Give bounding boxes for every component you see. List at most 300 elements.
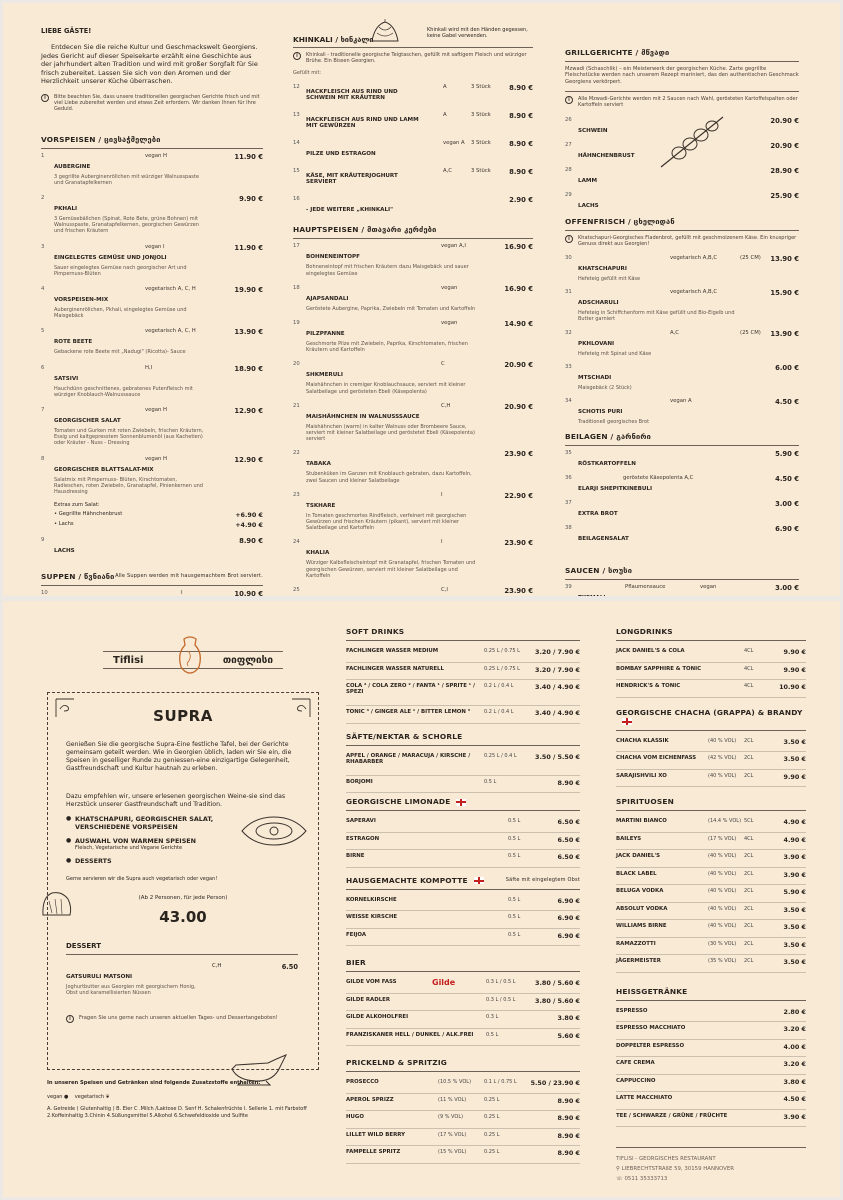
- item-price: 8.90 €: [509, 168, 533, 177]
- item-price: 23.90 €: [504, 587, 533, 596]
- drink-volume: 0.3 L: [486, 1014, 499, 1020]
- drink-volume: 5CL: [744, 818, 754, 824]
- item-number: 23: [293, 491, 300, 498]
- item-number: 37: [565, 500, 572, 507]
- item-number: 10: [41, 590, 48, 596]
- item-number: 24: [293, 539, 300, 546]
- menu-item: [293, 403, 533, 443]
- menu-item: [41, 365, 263, 398]
- item-number: 2: [41, 194, 45, 201]
- item-name: PKHLOVANI: [578, 340, 615, 347]
- drink-price: 4.90 €: [783, 818, 806, 826]
- drink-volume: 4CL: [744, 683, 754, 689]
- restaurant-name: TIFLISI - GEORGISCHES RESTAURANT: [616, 1156, 716, 1162]
- dessert-item: [66, 963, 298, 996]
- spirituosen-list: [616, 815, 806, 973]
- saefte-list: [346, 750, 580, 794]
- drink-volume: 0.2 L / 0.4 L: [484, 683, 514, 689]
- menu-item: [41, 456, 263, 496]
- drink-volume: 0.5 L: [486, 1031, 499, 1038]
- item-price: 11.90 €: [234, 243, 263, 252]
- item-price: 6.00 €: [775, 363, 799, 372]
- drink-price: 5.60 €: [557, 1031, 580, 1040]
- item-price: 23.90 €: [504, 450, 533, 459]
- drink-name: FAMPELLE SPRITZ: [346, 1149, 401, 1155]
- section-title-offenfrisch: OFFENFRISCH / ცხელიდან: [565, 217, 799, 231]
- section-title-suppen: [41, 572, 263, 586]
- chacha-title: GEORGISCHE CHACHA (GRAPPA) & BRANDY: [616, 707, 803, 717]
- item-description: Stubenküken im Ganzen mit Knoblauch gebraten, dazu Kartoffeln, zwei Saucen und kleiner Salatbeilage: [306, 471, 472, 484]
- allergen-info: [47, 1080, 307, 1120]
- item-tags: geröstete Käsepolenta A,C: [623, 475, 694, 482]
- limonade-list: [346, 815, 580, 868]
- item-number: 33: [565, 363, 572, 370]
- item-name: BOHNENEINTOPF: [306, 254, 360, 261]
- item-size: (25 CM): [740, 255, 761, 262]
- drink-name: SARAJISHVILI XO: [616, 772, 667, 779]
- item-number: 20: [293, 361, 300, 368]
- item-name: ADSCHARULI: [578, 300, 619, 307]
- supra-title: SUPRA: [153, 707, 213, 725]
- drink-volume: 2CL: [744, 923, 754, 929]
- item-tags: vegan H: [145, 152, 168, 159]
- restaurant-footer: [616, 1147, 806, 1184]
- extra-price: +4.90 €: [235, 521, 263, 530]
- menu-item: [293, 285, 533, 312]
- drink-name: SAPERAVI: [346, 818, 376, 824]
- item-name: LAMM: [578, 177, 598, 184]
- extra-item: [54, 521, 263, 531]
- drink-name: BOMBAY SAPPHIRE & TONIC: [616, 665, 702, 672]
- drink-row: [346, 976, 580, 994]
- course-title: DESSERTS: [75, 857, 112, 865]
- item-number: 18: [293, 284, 300, 291]
- drink-volume: 4CL: [744, 835, 754, 842]
- item-price: 13.90 €: [770, 255, 799, 264]
- section-title-khinkali: KHINKALI / ხინკალი: [293, 35, 374, 44]
- item-description: Maisgebäck (2 Stück): [578, 384, 632, 391]
- drink-row: [616, 663, 806, 681]
- drink-row: [346, 911, 580, 929]
- diet-legend: [47, 1094, 307, 1100]
- drink-price: 6.90 €: [557, 896, 580, 905]
- drink-price: 3.90 €: [783, 853, 806, 861]
- gilde-logo: Gilde: [432, 978, 456, 987]
- drink-price: 4.90 €: [783, 835, 806, 844]
- menu-item: [41, 407, 263, 447]
- menu-item: [565, 364, 799, 391]
- item-price: 28.90 €: [770, 166, 799, 175]
- drink-price: 3.50 / 5.50 €: [535, 752, 580, 761]
- item-description: Maishähnchen in cremiger Knoblauchsauce, serviert mit kleiner Salatbeilage und gerösteten Ebeli (Käsepolenta): [306, 382, 466, 395]
- section-title-spirituosen: SPIRITUOSEN: [616, 797, 806, 811]
- section-title-grill: GRILLGERICHTE / მწვადი: [565, 48, 799, 62]
- item-number: 4: [41, 286, 45, 292]
- section-title-saucen: SAUCEN / სოუსი: [565, 566, 799, 580]
- greeting: LIEBE GÄSTE!: [41, 27, 92, 35]
- drink-row: [616, 885, 806, 903]
- vegan-label: vegan: [47, 1094, 63, 1100]
- item-number: 9: [41, 537, 45, 544]
- drink-name: JACK DANIEL'S & COLA: [616, 648, 685, 654]
- drink-abv: (40 % VOL): [708, 923, 737, 929]
- drink-abv: (40 % VOL): [708, 888, 737, 894]
- location-pin-icon: ⚲: [616, 1166, 620, 1172]
- drink-name: HUGO: [346, 1114, 364, 1120]
- item-name: PILZE UND ESTRAGON: [306, 151, 376, 158]
- drink-abv: (42 % VOL): [708, 755, 737, 761]
- drink-name: BELUGA VODKA: [616, 888, 664, 894]
- item-number: 26: [565, 116, 572, 123]
- drink-row: [346, 994, 580, 1012]
- item-name: SCHWEIN: [578, 127, 608, 134]
- section-title-saefte: SÄFTE/NEKTAR & SCHORLE: [346, 732, 580, 746]
- vegan-icon: ●: [64, 1094, 69, 1100]
- menu-item: [293, 196, 533, 215]
- item-description: Hefeteig mit Spinat und Käse: [578, 350, 652, 357]
- item-tags: vegetarisch A,B,C: [670, 255, 718, 262]
- item-name: PKHALI: [54, 205, 78, 212]
- item-quantity: 3 Stück: [471, 168, 491, 175]
- item-tags: vegan H: [145, 407, 168, 414]
- logo-text-latin: Tiflisi: [113, 655, 144, 666]
- item-number: 28: [565, 166, 572, 173]
- item-name: MTSCHADI: [578, 374, 612, 381]
- section-title-beilagen: BEILAGEN / გარნირი: [565, 432, 799, 446]
- drink-row: [616, 770, 806, 788]
- menu-item: [565, 142, 799, 161]
- menu-item: [41, 537, 263, 556]
- drink-price: 3.20 / 7.90 €: [535, 665, 580, 674]
- drink-row: [616, 833, 806, 851]
- item-price: 16.90 €: [504, 284, 533, 293]
- item-price: 2.90 €: [509, 196, 533, 205]
- drink-price: 3.80 €: [557, 1014, 580, 1022]
- item-name: LACHS: [54, 548, 75, 555]
- chacha-list: [616, 735, 806, 788]
- drink-name: JACK DANIEL'S: [616, 853, 661, 859]
- item-number: 34: [565, 398, 572, 405]
- khinkali-side-note: Khinkali wird mit den Händen gegessen, keine Gabel verwenden.: [427, 27, 528, 40]
- drink-price: 4.00 €: [783, 1042, 806, 1051]
- drink-name: TEE / SCHWARZE / GRÜNE / FRÜCHTE: [616, 1112, 728, 1119]
- extra-price: +6.90 €: [235, 511, 263, 520]
- drink-row: [346, 750, 580, 776]
- item-name: BEILAGENSALAT: [578, 536, 629, 543]
- drink-volume: 0.25 L: [484, 1149, 500, 1155]
- column-right: [565, 48, 799, 596]
- item-number: 39: [565, 584, 572, 591]
- info-icon: i: [565, 96, 573, 104]
- item-number: 1: [41, 152, 45, 159]
- item-name: LACHS: [578, 202, 599, 209]
- menu-item: [293, 243, 533, 276]
- drink-name: CHACHA KLASSIK: [616, 737, 669, 744]
- drink-name: BORJOMI: [346, 778, 373, 785]
- item-number: 35: [565, 450, 572, 457]
- menu-item: [293, 112, 533, 131]
- menu-item: [41, 590, 263, 596]
- item-number: 38: [565, 525, 572, 532]
- menu-item: [565, 500, 799, 519]
- supra-price: 43.00: [159, 908, 207, 926]
- item-number: 30: [565, 255, 572, 262]
- supra-box: [47, 692, 319, 1070]
- lachs-row: [41, 537, 263, 556]
- drink-row: [616, 1092, 806, 1110]
- item-name: PILZPFANNE: [306, 331, 345, 338]
- drink-row: [346, 894, 580, 912]
- item-name: RÖSTKARTOFFELN: [578, 461, 636, 468]
- drink-row: [616, 815, 806, 833]
- menu-item: [565, 167, 799, 186]
- item-description: Würziger Kalbsfleischeintopf mit Granatapfel, frischen Tomaten und georgischen Gewürzen, serviert mit kleiner Salatbeilage und Kartoffeln: [306, 560, 476, 579]
- item-price: 8.90 €: [509, 112, 533, 121]
- extras-label: Extras zum Salat:: [54, 502, 100, 509]
- drink-name: KORNELKIRSCHE: [346, 896, 397, 903]
- drink-abv: (17 % VOL): [438, 1131, 467, 1138]
- drink-name: FRANZISKANER HELL / DUNKEL / ALK.FREI: [346, 1031, 474, 1038]
- filled-with: Gefüllt mit:: [293, 70, 322, 77]
- item-name: ROTE BEETE: [54, 339, 93, 346]
- item-name: TSKHARE: [306, 502, 336, 509]
- kompotte-list: [346, 894, 580, 947]
- drink-price: 3.50 €: [783, 905, 806, 914]
- item-price: 19.90 €: [234, 286, 263, 294]
- item-number: 31: [565, 289, 572, 296]
- drink-row: [346, 1094, 580, 1112]
- drink-price: 3.80 / 5.60 €: [535, 996, 580, 1005]
- item-name: HACKFLEISCH AUS RIND UND LAMM MIT GEWÜRZEN: [306, 117, 419, 130]
- section-title-prickelnd: PRICKELND & SPRITZIG: [346, 1058, 580, 1072]
- item-price: 15.90 €: [770, 289, 799, 298]
- item-tags: vegan A: [443, 140, 465, 147]
- drink-name: FACHLINGER WASSER MEDIUM: [346, 648, 439, 654]
- drink-row: [616, 850, 806, 868]
- drink-volume: 0.5 L: [508, 818, 521, 824]
- supra-course: [66, 837, 246, 851]
- item-number: 22: [293, 450, 300, 457]
- drink-row: [616, 920, 806, 938]
- jug-logo-icon: [173, 633, 207, 677]
- drink-volume: 2CL: [744, 958, 754, 964]
- drink-volume: 2CL: [744, 905, 754, 912]
- item-tags: vegan: [700, 584, 717, 591]
- drink-row: [616, 680, 806, 698]
- drinks-column-1: [346, 627, 580, 1164]
- item-price: 4.50 €: [775, 398, 799, 407]
- item-number: 7: [41, 407, 45, 414]
- drink-volume: 0.5 L: [508, 896, 521, 903]
- menu-item: [565, 255, 799, 282]
- suppen-subtitle: Alle Suppen werden mit hausgemachtem Brot serviert.: [115, 573, 263, 580]
- drink-volume: 0.1 L / 0.75 L: [484, 1079, 517, 1085]
- drink-volume: 2CL: [744, 870, 754, 877]
- allergen-title: In unseren Speisen und Getränken sind folgende Zusatzstoffe enthalten:: [47, 1080, 261, 1086]
- georgian-flag-icon: [456, 799, 466, 806]
- drink-price: 6.90 €: [557, 931, 580, 940]
- drink-row: [346, 1076, 580, 1094]
- drink-row: [346, 929, 580, 947]
- info-icon: i: [66, 1015, 74, 1023]
- item-tags: I: [181, 590, 183, 596]
- item-price: 8.90 €: [239, 537, 263, 546]
- drink-name: BLACK LABEL: [616, 870, 657, 877]
- extra-name: • Lachs: [54, 521, 74, 528]
- item-tags: A: [443, 112, 447, 119]
- item-tags: vegan A: [670, 398, 692, 405]
- drink-name: HENDRICK'S & TONIC: [616, 683, 681, 689]
- item-description: Auberginenröllchen, Pkhali, eingelegtes Gemüse und Maisgebäck: [54, 307, 187, 320]
- drink-name: GILDE RADLER: [346, 996, 390, 1003]
- item-subtitle: Pflaumensauce: [625, 584, 666, 591]
- item-price: 12.90 €: [234, 407, 263, 416]
- section-title-kompotte: [346, 876, 580, 890]
- drink-name: MARTINI BIANCO: [616, 818, 667, 824]
- drink-name: LATTE MACCHIATO: [616, 1095, 673, 1101]
- item-price: 20.90 €: [504, 361, 533, 370]
- drink-volume: 4CL: [744, 665, 754, 672]
- item-number: 21: [293, 402, 300, 409]
- item-description: 3 gegrillte Auberginenröllchen mit würziger Walnusspaste und Granatapfelkernen: [54, 173, 199, 186]
- drink-volume: 2CL: [744, 888, 754, 894]
- drink-name: WEISSE KIRSCHE: [346, 914, 398, 920]
- section-title-limonade: [346, 797, 580, 811]
- drink-name: CHACHA VOM EICHENFASS: [616, 755, 697, 761]
- extra-item: [54, 511, 263, 521]
- drink-row: [346, 1029, 580, 1047]
- column-middle: [293, 21, 533, 596]
- vorspeisen-list: [41, 153, 263, 496]
- bullet-icon: ●: [66, 857, 72, 864]
- drink-name: TONIC ³ / GINGER ALE ¹ / BITTER LEMON ³: [346, 709, 471, 715]
- drink-price: 3.50 €: [783, 958, 806, 966]
- item-price: 14.90 €: [504, 320, 533, 329]
- supra-veg-note: Gerne servieren wir die Supra auch vegetarisch oder vegan!: [66, 876, 218, 882]
- menu-item: [565, 525, 799, 544]
- item-name: VORSPEISEN-MIX: [54, 297, 109, 303]
- menu-item: [293, 84, 533, 103]
- prickelnd-list: [346, 1076, 580, 1164]
- extra-name: • Gegrillte Hähnchenbrust: [54, 511, 123, 518]
- item-price: 20.90 €: [504, 402, 533, 411]
- bier-list: [346, 976, 580, 1046]
- drink-price: 6.50 €: [557, 853, 580, 861]
- drinks-column-2: [616, 627, 806, 1184]
- heissgetraenke-list: [616, 1005, 806, 1128]
- item-price: 4.50 €: [775, 475, 799, 484]
- item-name: GEORGISCHER SALAT: [54, 418, 121, 425]
- item-description: Geschmorte Pilze mit Zwiebeln, Paprika, Kirschtomaten, frischen Kräutern und Kartoffeln: [306, 341, 468, 354]
- dessert-name: GATSURULI MATSONI: [66, 974, 133, 980]
- item-quantity: 3 Stück: [471, 84, 491, 91]
- item-number: 36: [565, 475, 572, 482]
- item-description: Salatmix mit Pimpernuss- Blüten, Kirschtomaten, Radieschen, roten Zwiebeln, Granatapfel, Pinienkernen und Hausdressing: [54, 476, 203, 496]
- item-tags: I: [441, 539, 443, 546]
- item-quantity: 3 Stück: [471, 140, 491, 147]
- drink-volume: 0.5 L: [508, 914, 521, 920]
- item-number: 12: [293, 84, 300, 91]
- drink-price: 8.90 €: [557, 1131, 580, 1140]
- section-title-longdrinks: LONGDRINKS: [616, 627, 806, 641]
- item-name: ELARJI SHEPITKINEBULI: [578, 486, 653, 493]
- item-description: Gebackene rote Beete mit „Nadugi" (Ricotta)- Sauce: [54, 349, 186, 356]
- menu-item: [565, 475, 799, 494]
- menu-item: [565, 398, 799, 425]
- vegetarian-label: vegetarisch: [74, 1094, 105, 1100]
- drink-row: [346, 776, 580, 794]
- offers-note: [66, 1015, 308, 1023]
- drink-volume: 0.25 L: [484, 1096, 500, 1103]
- item-price: 8.90 €: [509, 140, 533, 149]
- item-tags: vegetarisch A,B,C: [670, 289, 718, 296]
- kompotte-title: HAUSGEMACHTE KOMPOTTE: [346, 875, 468, 885]
- item-number: 27: [565, 141, 572, 148]
- drink-name: BIRNE: [346, 853, 365, 859]
- drink-row: [616, 1005, 806, 1023]
- item-number: 25: [293, 587, 300, 594]
- drink-row: [616, 1057, 806, 1075]
- drink-volume: 0.3 L / 0.5 L: [486, 996, 516, 1003]
- supra-course: [66, 857, 246, 865]
- info-icon: i: [293, 52, 301, 60]
- drink-abv: (11 % VOL): [438, 1096, 467, 1103]
- drink-price: 9.90 €: [783, 648, 806, 656]
- item-description: Tomaten und Gurken mit roten Zwiebeln, frischen Kräutern, Essig und kaltgepresstem Sonnenblumenöl (aus Kachetien) oder Kräuter - Nuss - Dressing: [54, 428, 204, 447]
- item-tags: I: [441, 491, 443, 498]
- section-title-chacha: [616, 708, 806, 731]
- item-description: Hauchdünn geschnittenes, gebratenes Putenfleisch mit würziger Knoblauch-Walnusssauce: [54, 385, 193, 398]
- item-price: 22.90 €: [504, 491, 533, 500]
- item-price: 8.90 €: [509, 84, 533, 93]
- item-tags: C,I: [441, 587, 448, 594]
- item-description: Sauer eingelegtes Gemüse nach georgischer Art und Pimpernuss-Blüten: [54, 264, 187, 277]
- softdrinks-list: [346, 645, 580, 724]
- drink-abv: (40 % VOL): [708, 772, 737, 779]
- drink-name: ESPRESSO MACCHIATO: [616, 1025, 686, 1031]
- menu-item: [293, 492, 533, 532]
- drink-name: APEROL SPRIZZ: [346, 1096, 394, 1103]
- menu-item: [41, 153, 263, 186]
- drink-abv: (9 % VOL): [438, 1114, 464, 1120]
- item-quantity: 3 Stück: [471, 112, 491, 119]
- address-text: LIEBRECHTSTRAßE 59, 30159 HANNOVER: [621, 1166, 735, 1172]
- drink-price: 3.90 €: [783, 1112, 806, 1121]
- drink-name: FACHLINGER WASSER NATURELL: [346, 665, 444, 672]
- drink-volume: 2CL: [744, 755, 754, 761]
- item-tags: A,C: [670, 329, 680, 336]
- drink-name: DOPPELTER ESPRESSO: [616, 1042, 685, 1049]
- item-description: Bohneneintopf mit frischen Kräutern dazu Maisgebäck und sauer eingelegtes Gemüse: [306, 264, 469, 277]
- course-title: AUSWAHL VON WARMEN SPEISEN: [75, 837, 197, 845]
- item-number: 16: [293, 196, 300, 203]
- patience-note-text: Bitte beachten Sie, dass unsere traditionellen georgischen Gerichte frisch und mit viel Liebe zubereitet werden und etwas Zeit erfordern. Wir danken Ihnen für Ihre Geduld.: [54, 93, 260, 113]
- item-price: 16.90 €: [504, 243, 533, 252]
- item-tags: vegan: [441, 284, 458, 291]
- item-price: 18.90 €: [234, 364, 263, 373]
- restaurant-address: [616, 1164, 806, 1174]
- drink-row: [616, 1022, 806, 1040]
- item-number: 15: [293, 168, 300, 175]
- item-price: 5.90 €: [775, 450, 799, 459]
- khatschapuri-note: [565, 235, 799, 247]
- item-number: 32: [565, 329, 572, 336]
- drink-price: 3.90 €: [783, 870, 806, 879]
- menu-item: [565, 289, 799, 322]
- drink-name: GILDE ALKOHOLFREI: [346, 1014, 409, 1020]
- offenfrisch-list: [565, 255, 799, 425]
- item-price: 13.90 €: [234, 328, 263, 337]
